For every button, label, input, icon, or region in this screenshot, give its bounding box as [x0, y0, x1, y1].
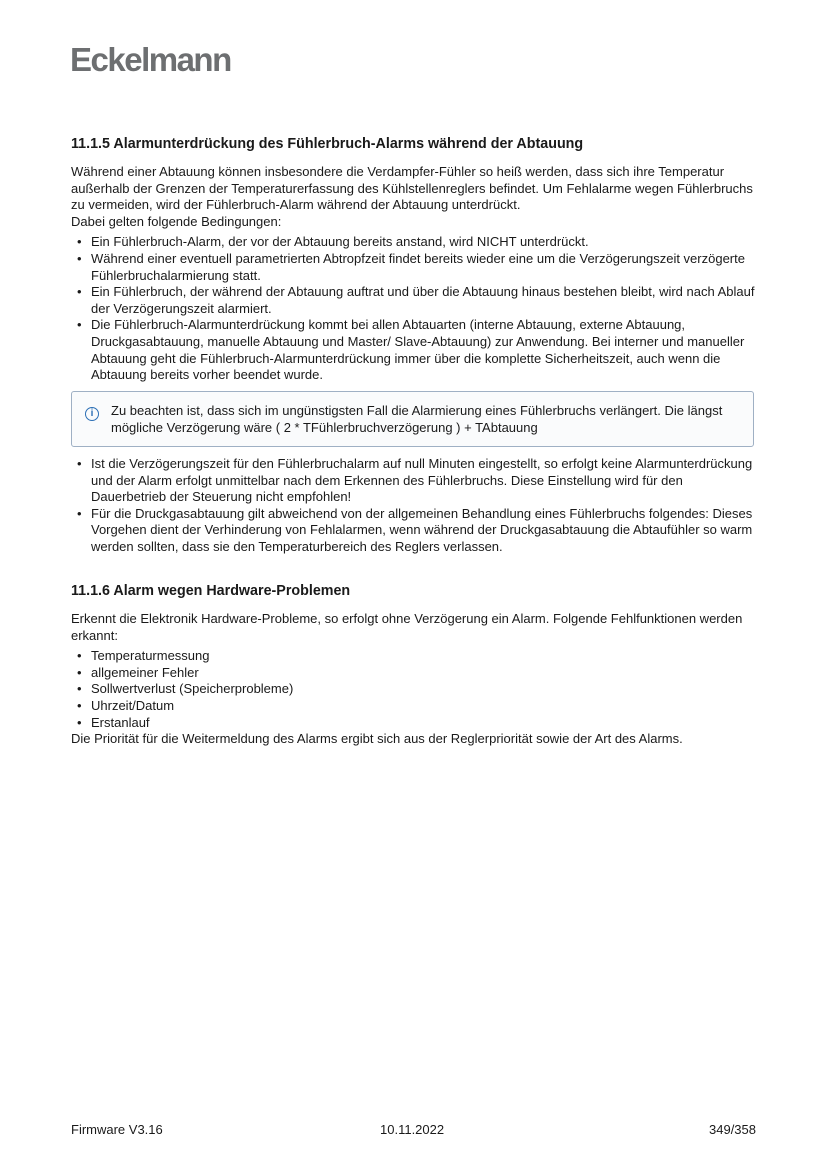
section-heading: 11.1.6 Alarm wegen Hardware-Problemen: [71, 583, 351, 599]
list-item: • Während einer eventuell parametrierten Abtropfzeit findet bereits wieder eine um die Verzögerungszeit verzögerte Fühlerbruchalarmierung statt.: [91, 251, 761, 284]
info-icon: i: [85, 407, 99, 421]
list-item: • Erstanlauf: [91, 715, 761, 732]
bullet-list: [71, 648, 761, 731]
footer-page-number: 349/358: [709, 1122, 756, 1137]
list-item: • Die Fühlerbruch-Alarmunterdrückung kommt bei allen Abtauarten (interne Abtauung, externe Abtauung, Druckgasabtauung, manuelle Abtauung und Master/ Slave-Abtauung) zur Anwendung. Bei interner und manueller Abtauung geht die Fühlerbruch-Alarmunterdrückung immer über die komplette Sicherheitszeit, auch wenn die Abtauung bereits vorher beendet wurde.: [91, 317, 761, 383]
list-item: • Uhrzeit/Datum: [91, 698, 761, 715]
list-item: • Ein Fühlerbruch-Alarm, der vor der Abtauung bereits anstand, wird NICHT unterdrückt.: [91, 234, 761, 251]
list-item: • Ein Fühlerbruch, der während der Abtauung auftrat und über die Abtauung hinaus bestehen bleibt, wird nach Ablauf der Verzögerungszeit alarmiert.: [91, 284, 761, 317]
bullet-list-2: [71, 456, 761, 556]
paragraph: Erkennt die Elektronik Hardware-Probleme, so erfolgt ohne Verzögerung ein Alarm. Folgende Fehlfunktionen werden erkannt:: [71, 611, 743, 643]
list-item: • Temperaturmessung: [91, 648, 761, 665]
section-11-1-5: [71, 135, 761, 384]
paragraph: Die Priorität für die Weitermeldung des Alarms ergibt sich aus der Reglerpriorität sowie der Art des Alarms.: [71, 731, 683, 747]
eckelmann-logo: Eckelmann: [70, 41, 231, 78]
list-item: • Ist die Verzögerungszeit für den Fühlerbruchalarm auf null Minuten eingestellt, so erfolgt keine Alarmunterdrückung und der Alarm erfolgt unmittelbar nach dem Erkennen des Fühlerbruchs. Diese Einstellung wird für den Dauerbetrieb der Steuerung nicht empfohlen!: [91, 456, 761, 506]
paragraph: Während einer Abtauung können insbesondere die Verdampfer-Fühler so heiß werden, dass sich ihre Temperatur außerhalb der Grenzen der Temperaturerfassung des Kühlstellenreglers befindet. Um Fehlalarme wegen Fühlerbruchs zu vermeiden, wird der Fühlerbruch-Alarm während der Abtauung unterdrückt.: [71, 164, 753, 213]
footer-firmware: Firmware V3.16: [71, 1122, 163, 1137]
paragraph: Dabei gelten folgende Bedingungen:: [71, 213, 282, 229]
list-item: • allgemeiner Fehler: [91, 665, 761, 682]
info-note: [71, 391, 754, 447]
section-heading: 11.1.5 Alarmunterdrückung des Fühlerbruch-Alarms während der Abtauung: [71, 136, 584, 152]
list-item: • Sollwertverlust (Speicherprobleme): [91, 681, 761, 698]
section-11-1-6: [71, 582, 761, 748]
list-item: • Für die Druckgasabtauung gilt abweichend von der allgemeinen Behandlung eines Fühlerbruchs folgendes: Dieses Vorgehen dient der Verhinderung von Fehlalarmen, wenn während der Druckgasabtauung die Abtaufühler so warm werden sollten, dass sie den Temperaturbereich des Reglers verlassen.: [91, 506, 761, 556]
bullet-list: [71, 234, 761, 383]
footer-date: 10.11.2022: [380, 1122, 445, 1137]
note-text: Zu beachten ist, dass sich im ungünstigsten Fall die Alarmierung eines Fühlerbruchs verlängert. Die längst mögliche Verzögerung wäre ( 2 * TFühlerbruchverzögerung ) + TAbtauung: [111, 403, 723, 435]
